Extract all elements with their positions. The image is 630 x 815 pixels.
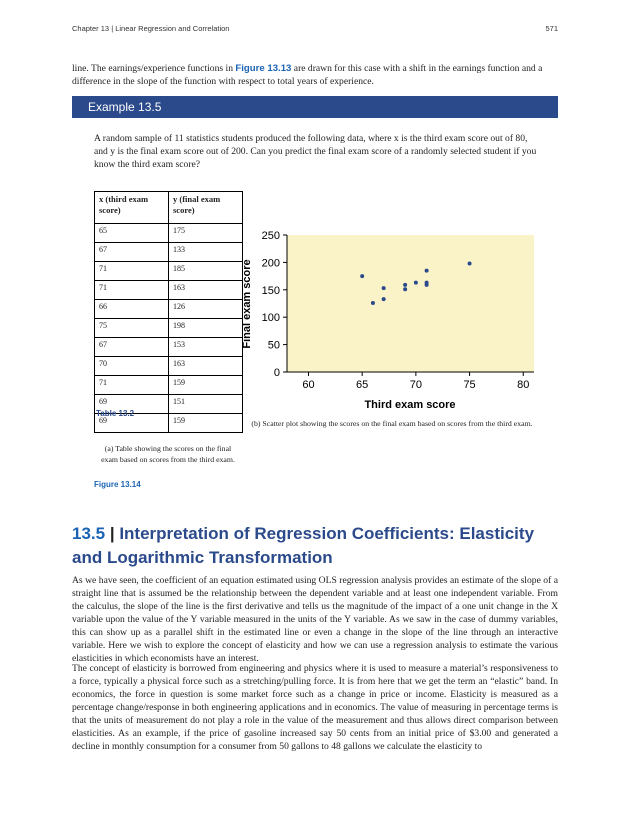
table-cell: 71 xyxy=(95,376,169,395)
table-header-x: x (third exam score) xyxy=(95,192,169,224)
table-row xyxy=(95,262,243,281)
y-tick-label: 200 xyxy=(261,257,280,270)
plot-background xyxy=(287,235,534,372)
data-point xyxy=(382,286,386,290)
table-cell: 71 xyxy=(95,262,169,281)
table-cell: 126 xyxy=(169,300,243,319)
section-number: 13.5 xyxy=(72,524,106,543)
paragraph-1: As we have seen, the coefficient of an equation estimated using OLS regression analysis provides an estimate of the slope of a straight line that is assumed be the relationship between the dependent variable and at least one independent variable. From the calculus, the slope of the line is the first derivative and tells us the magnitude of the impact of a one unit change in the X variable upon the value of the Y variable measured in the units of the Y variable. As we saw in the case of dummy variables, this can show up as a parallel shift in the estimated line or even a change in the slope of the line through an interactive variable. Here we wish to explore the concept of elasticity and how we can use a regression analysis to estimate the various elasticities in which economists have an interest. xyxy=(72,575,558,664)
y-tick-label: 250 xyxy=(261,230,280,242)
table-row xyxy=(95,376,243,395)
data-point xyxy=(414,281,418,285)
y-tick-label: 150 xyxy=(261,284,280,297)
table-cell: 133 xyxy=(169,243,243,262)
data-point xyxy=(425,283,429,287)
caption-b: (b) Scatter plot showing the scores on the final exam based on scores from the third exam. xyxy=(251,419,533,428)
table-cell: 185 xyxy=(169,262,243,281)
table-header-y: y (final exam score) xyxy=(169,192,243,224)
data-table xyxy=(94,191,243,433)
table-row xyxy=(95,338,243,357)
paragraph-2: The concept of elasticity is borrowed from engineering and physics where it is used to measure a material’s responsiveness to a force, typically a physical force such as a stretching/pulling force. It is from here that we get the term an “elastic” band. In economics, the force in question is some market force such as a change in price or income. Elasticity is measured as a percentage change/response in both engineering applications and in economics. The value of measuring in percentage terms is that the units of measurement do not play a role in the value of the measurement and thus allows direct comparison between elasticities. As an example, if the price of gasoline increased say 50 cents from an initial price of $3.00 and generated a decline in monthly consumption for a consumer from 50 gallons to 48 gallons we calculate the elasticity to xyxy=(72,663,558,752)
table-cell: 159 xyxy=(169,414,243,433)
x-axis-label: Third exam score xyxy=(364,399,456,411)
table-cell: 69 xyxy=(95,414,169,433)
table-cell: 70 xyxy=(95,357,169,376)
caption-a: (a) Table showing the scores on the final exam based on scores from the third exam. xyxy=(101,444,235,464)
table-row xyxy=(95,319,243,338)
data-point xyxy=(425,269,429,273)
y-axis xyxy=(262,230,287,379)
table-cell: 163 xyxy=(169,357,243,376)
table-cell: 163 xyxy=(169,281,243,300)
y-tick-label: 0 xyxy=(273,367,280,379)
table-caption: Table 13.2 xyxy=(96,409,135,418)
y-tick-label: 100 xyxy=(261,312,280,325)
page-number: 571 xyxy=(545,24,558,33)
table-cell: 71 xyxy=(95,281,169,300)
section-title: Interpretation of Regression Coefficients: Elasticity and Logarithmic Transformation xyxy=(72,524,535,567)
x-tick-label: 70 xyxy=(409,379,422,391)
intro-text-before: line. The earnings/experience functions in xyxy=(72,63,236,74)
example-prompt: A random sample of 11 statistics students produced the following data, where x is the third exam score out of 80, and y is the final exam score out of 200. Can you predict the final exam score of a randomly selected student if you know the third exam score? xyxy=(94,133,537,170)
table-cell: 153 xyxy=(169,338,243,357)
data-point xyxy=(403,287,407,291)
table-cell: 65 xyxy=(95,224,169,243)
table-cell: 69 xyxy=(95,395,169,414)
table-cell: 198 xyxy=(169,319,243,338)
x-tick-label: 60 xyxy=(302,379,315,391)
table-cell: 175 xyxy=(169,224,243,243)
x-axis xyxy=(287,372,534,391)
section-heading xyxy=(72,522,562,570)
table-row xyxy=(95,281,243,300)
table-row xyxy=(95,243,243,262)
example-header-bar xyxy=(72,96,558,118)
data-point xyxy=(468,261,472,265)
data-point xyxy=(403,283,407,287)
table-cell: 159 xyxy=(169,376,243,395)
figure-13-13-link[interactable]: Figure 13.13 xyxy=(235,63,292,74)
table-cell: 75 xyxy=(95,319,169,338)
figure-label: Figure 13.14 xyxy=(94,480,141,489)
data-point xyxy=(360,274,364,278)
table-cell: 67 xyxy=(95,338,169,357)
table-cell: 66 xyxy=(95,300,169,319)
x-tick-label: 75 xyxy=(463,379,476,391)
scatter-plot xyxy=(238,225,544,415)
table-row xyxy=(95,300,243,319)
x-tick-label: 65 xyxy=(356,379,369,391)
table-header-row xyxy=(95,192,243,224)
page-header xyxy=(72,24,558,38)
intro-text-after: are drawn for this case with a shift in the earnings function and a difference in the slope of the function with respect to total years of experience. xyxy=(72,63,543,87)
table-cell: 67 xyxy=(95,243,169,262)
data-point xyxy=(371,301,375,305)
table-row xyxy=(95,357,243,376)
intro-paragraph xyxy=(72,62,558,88)
section-separator: | xyxy=(109,524,115,543)
table-row xyxy=(95,224,243,243)
x-tick-label: 80 xyxy=(517,379,530,391)
example-title: Example 13.5 xyxy=(88,100,162,114)
table-cell: 151 xyxy=(169,395,243,414)
data-point xyxy=(382,297,386,301)
y-tick-label: 50 xyxy=(267,339,280,352)
y-axis-label: Final exam score xyxy=(241,259,253,349)
chapter-title: Chapter 13 | Linear Regression and Correlation xyxy=(72,24,230,33)
